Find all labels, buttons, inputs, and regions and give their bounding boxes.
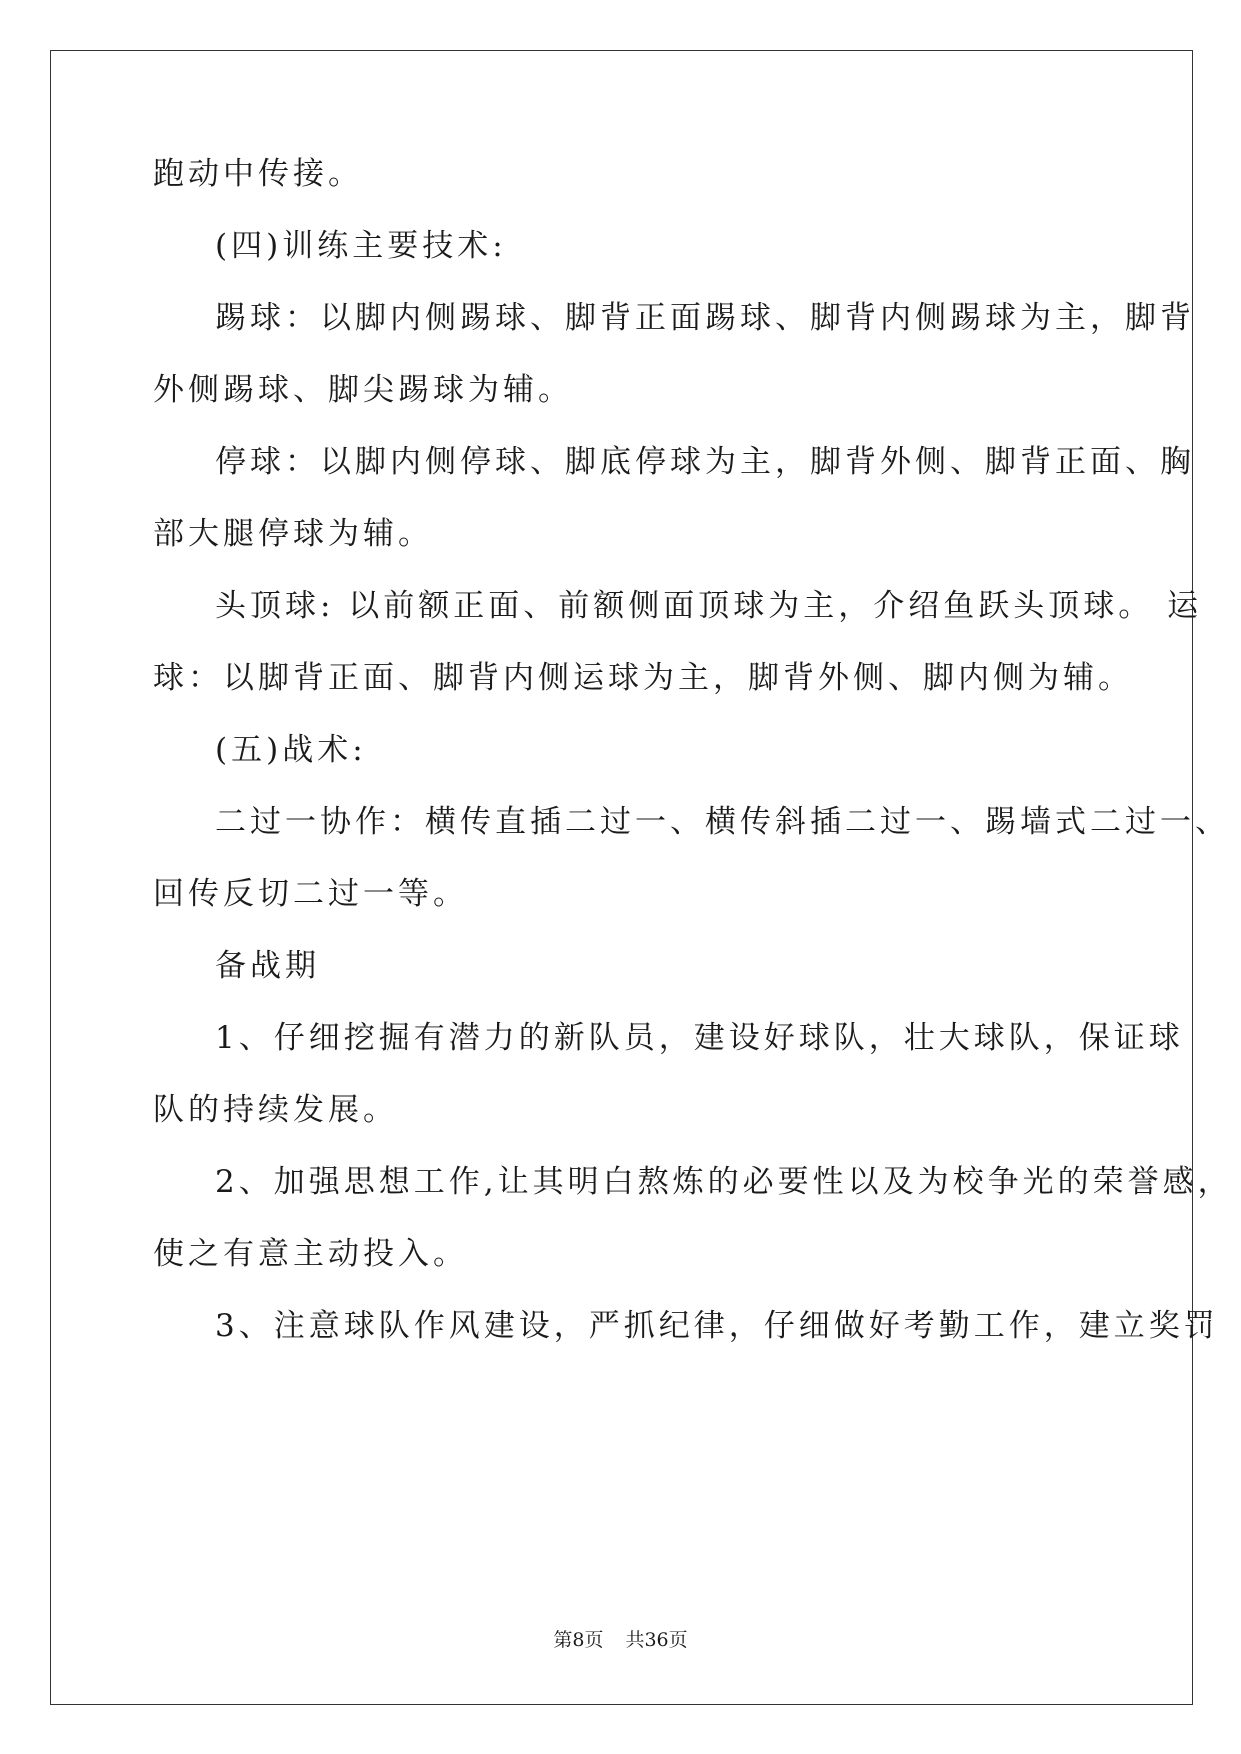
body-line: 头顶球: 以前额正面、前额侧面顶球为主，介绍鱼跃头顶球。 运 <box>215 588 1203 624</box>
section-heading: (五)战术: <box>215 732 367 768</box>
body-line: 球：以脚背正面、脚背内侧运球为主，脚背外侧、脚内侧为辅。 <box>153 660 1133 696</box>
body-line: 踢球：以脚内侧踢球、脚背正面踢球、脚背内侧踢球为主，脚背 <box>215 300 1195 336</box>
page-footer <box>0 1628 1241 1652</box>
body-line: 2、加强思想工作,让其明白熬炼的必要性以及为校争光的荣誉感， <box>215 1164 1233 1200</box>
page-number: 第8页 <box>553 1629 604 1651</box>
body-line: 1、仔细挖掘有潜力的新队员，建设好球队，壮大球队，保证球 <box>215 1020 1184 1056</box>
body-line: 部大腿停球为辅。 <box>153 516 433 552</box>
page-total: 共36页 <box>625 1629 688 1651</box>
body-line: 外侧踢球、脚尖踢球为辅。 <box>153 372 573 408</box>
body-line: 跑动中传接。 <box>153 156 363 192</box>
body-line: 二过一协作：横传直插二过一、横传斜插二过一、踢墙式二过一、 <box>215 804 1230 840</box>
body-line: 3、注意球队作风建设，严抓纪律，仔细做好考勤工作，建立奖罚 <box>215 1308 1219 1344</box>
section-heading: 备战期 <box>215 948 320 984</box>
section-heading: (四)训练主要技术: <box>215 228 507 264</box>
body-line: 停球：以脚内侧停球、脚底停球为主，脚背外侧、脚背正面、胸 <box>215 444 1195 480</box>
body-line: 队的持续发展。 <box>153 1092 398 1128</box>
body-line: 使之有意主动投入。 <box>153 1236 468 1272</box>
body-line: 回传反切二过一等。 <box>153 876 468 912</box>
